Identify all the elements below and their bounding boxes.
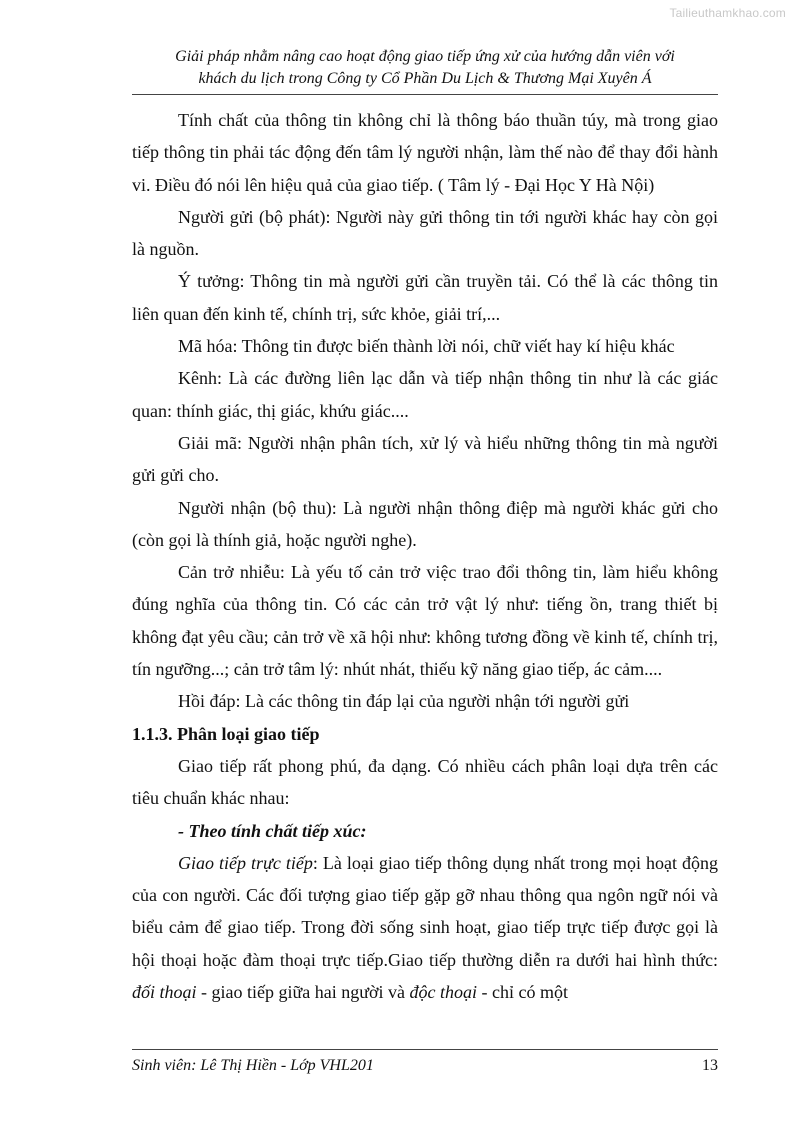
paragraph-classification-intro: Giao tiếp rất phong phú, đa dạng. Có nhiều cách phân loại dựa trên các tiêu chuẩn khác nhau: <box>132 755 718 809</box>
direct-communication-text: : Là loại giao tiếp thông dụng nhất trong mọi hoạt động của con người. Các đối tượng giao tiếp gặp gỡ nhau thông qua ngôn ngữ nói và biểu cảm để giao tiếp. Trong đời sống sinh hoạt, giao tiếp trực tiếp được gọi là hội thoại hoặc đàm thoại trực tiếp.Giao tiếp thường diễn ra dưới hai hình thức: <box>132 852 719 970</box>
dialogue-text: - giao tiếp giữa hai người và <box>196 982 410 1003</box>
paragraph-idea: Ý tưởng: Thông tin mà người gửi cần truyền tải. Có thể là các thông tin liên quan đến kinh tế, chính trị, sức khỏe, giải trí,... <box>132 271 718 324</box>
header-line-2: khách du lịch trong Công ty Cổ Phần Du Lịch & Thương Mại Xuyên Á <box>198 70 652 87</box>
page-number: 13 <box>702 1057 718 1074</box>
paragraph-encoding: Mã hóa: Thông tin được biến thành lời nói, chữ viết hay kí hiệu khác <box>178 336 675 357</box>
footer-divider <box>132 1049 718 1050</box>
paragraph-channel: Kênh: Là các đường liên lạc dẫn và tiếp nhận thông tin như là các giác quan: thính giác, thị giác, khứu giác.... <box>132 368 718 421</box>
student-info: Sinh viên: Lê Thị Hiền - Lớp VHL201 <box>132 1057 374 1074</box>
paragraph-information-nature: Tính chất của thông tin không chỉ là thông báo thuần túy, mà trong giao tiếp thông tin phải tác động đến tâm lý người nhận, làm thế nào để thay đổi hành vi. Điều đó nói lên hiệu quả của giao tiếp. ( Tâm lý - Đại Học Y Hà Nội) <box>132 110 718 195</box>
header-line-1: Giải pháp nhằm nâng cao hoạt động giao tiếp ứng xử của hướng dẫn viên với <box>175 48 675 65</box>
running-header <box>132 46 718 90</box>
term-monologue: độc thoại <box>409 982 477 1003</box>
paragraph-receiver: Người nhận (bộ thu): Là người nhận thông điệp mà người khác gửi cho (còn gọi là thính giả, hoặc người nghe). <box>132 497 718 550</box>
sub-heading-contact-nature: - Theo tính chất tiếp xúc: <box>178 820 367 841</box>
term-direct-communication: Giao tiếp trực tiếp <box>178 852 313 873</box>
section-heading: 1.1.3. Phân loại giao tiếp <box>132 723 320 744</box>
header-divider <box>132 94 718 95</box>
monologue-text: - chỉ có một <box>477 982 568 1003</box>
running-footer <box>132 1055 718 1077</box>
paragraph-decoding: Giải mã: Người nhận phân tích, xử lý và hiểu những thông tin mà người gửi gửi cho. <box>132 432 718 486</box>
paragraph-feedback: Hồi đáp: Là các thông tin đáp lại của người nhận tới người gửi <box>178 691 630 712</box>
term-dialogue: đối thoại <box>132 982 197 1003</box>
watermark-text: Tailieuthamkhao.com <box>669 6 786 20</box>
paragraph-direct-communication <box>132 847 718 1008</box>
paragraph-sender: Người gửi (bộ phát): Người này gửi thông tin tới người khác hay còn gọi là nguồn. <box>132 206 718 260</box>
paragraph-noise: Cản trở nhiễu: Là yếu tố cản trở việc trao đổi thông tin, làm hiểu không đúng nghĩa của thông tin. Có các cản trở vật lý như: tiếng ồn, trang thiết bị không đạt yêu cầu; cản trở về xã hội như: không tương đồng về kinh tế, chính trị, tín ngưỡng...; cản trở tâm lý: nhút nhát, thiếu kỹ năng giao tiếp, ác cảm.... <box>132 562 718 680</box>
page-body <box>132 104 718 1008</box>
